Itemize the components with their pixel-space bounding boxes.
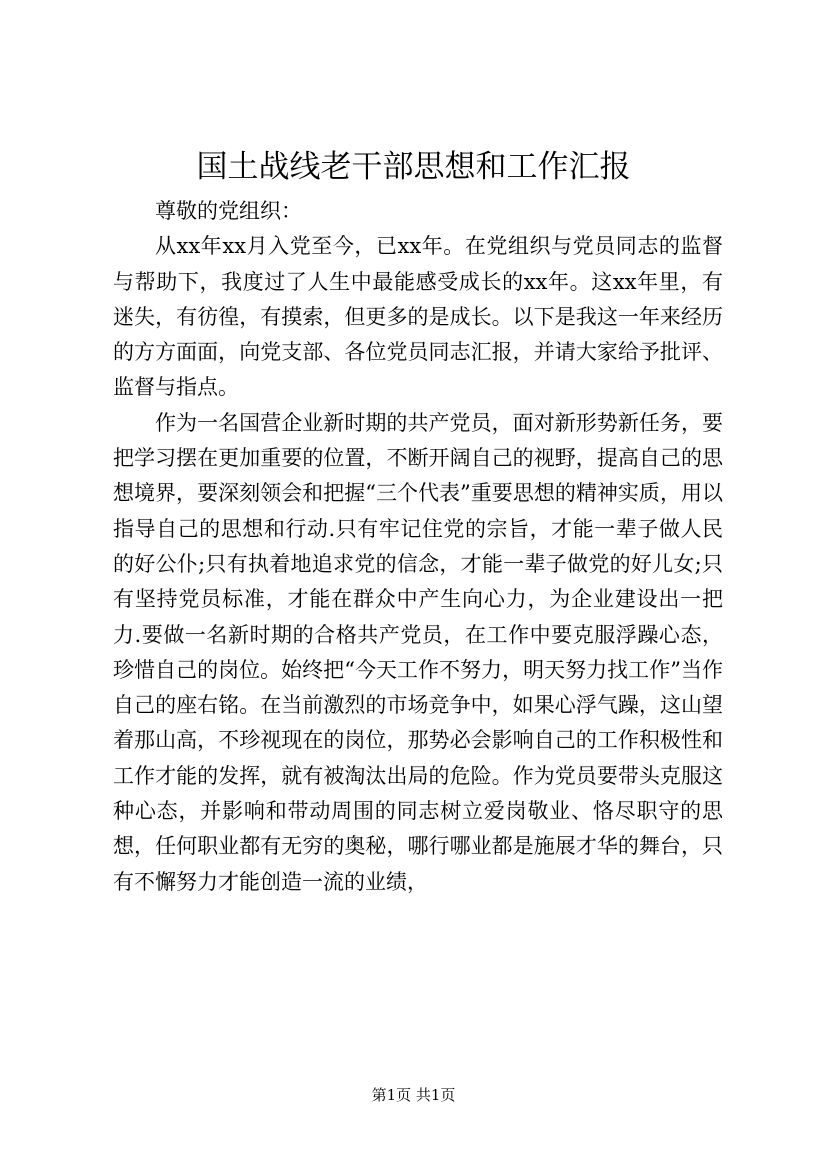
paragraph-1: 从xx年xx月入党至今，已xx年。在党组织与党员同志的监督与帮助下，我度过了人生中最能感受成长的xx年。这xx年里，有迷失，有彷徨，有摸索，但更多的是成长。以下是我这一年来经历的方方面面，向党支部、各位党员同志汇报，并请大家给予批评、监督与指点。 <box>113 234 723 400</box>
paragraph-2: 作为一名国营企业新时期的共产党员，面对新形势新任务，要把学习摆在更加重要的位置，不断开阔自己的视野，提高自己的思想境界，要深刻领会和把握“三个代表”重要思想的精神实质，用以指导自己的思想和行动.只有牢记住党的宗旨，才能一辈子做人民的好公仆;只有执着地追求党的信念，才能一辈子做党的好儿女;只有坚持党员标准，才能在群众中产生向心力，为企业建设出一把力.要做一名新时期的合格共产党员，在工作中要克服浮躁心态，珍惜自己的岗位。始终把“今天工作不努力，明天努力找工作”当作自己的座右铭。在当前激烈的市场竞争中，如果心浮气躁，这山望着那山高，不珍视现在的岗位，那势必会影响自己的工作积极性和工作才能的发挥，就有被淘汰出局的危险。作为党员要带头克服这种心态，并影响和带动周围的同志树立爱岗敬业、恪尽职守的思想，任何职业都有无穷的奥秘，哪行哪业都是施展才华的舞台，只有不懈努力才能创造一流的业绩， <box>113 410 723 894</box>
salutation: 尊敬的党组织： <box>155 199 302 223</box>
document-body <box>113 194 723 900</box>
page-footer: 第1页 共1页 <box>371 1086 456 1104</box>
document-title: 国土战线老干部思想和工作汇报 <box>196 149 631 185</box>
